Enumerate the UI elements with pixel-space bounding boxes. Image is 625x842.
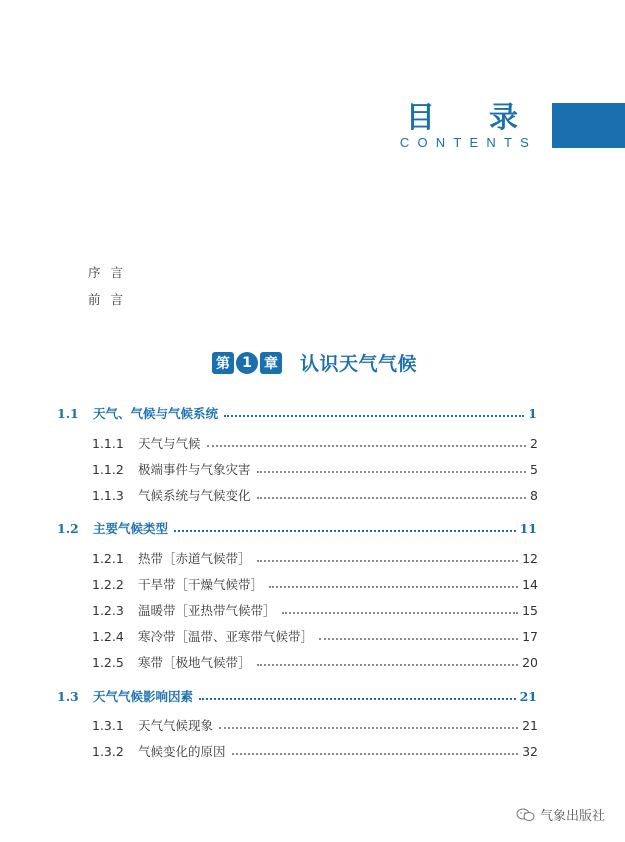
- toc-number: 1.3.1: [92, 717, 124, 733]
- toc-title: 气候系统与气候变化: [138, 488, 251, 503]
- toc-subsection-row[interactable]: [92, 574, 538, 594]
- toc-page: 20: [522, 654, 538, 670]
- toc-page: 14: [522, 576, 538, 592]
- toc-leader: [257, 471, 526, 473]
- toc-subsection-row[interactable]: [92, 715, 538, 735]
- toc-page: 21: [519, 688, 537, 704]
- toc-leader: [257, 560, 519, 562]
- toc-page: 32: [522, 743, 538, 759]
- toc-title: 天气气候现象: [138, 718, 214, 733]
- chapter-number: 1: [236, 352, 258, 374]
- toc-leader: [224, 415, 524, 417]
- toc-number: 1.2.3: [92, 602, 124, 618]
- toc-title: 寒冷带［温带、亚寒带气候带］: [138, 629, 314, 644]
- toc-title: 天气与气候: [138, 436, 201, 451]
- toc-page: 17: [522, 628, 538, 644]
- page-subtitle: CONTENTS: [399, 135, 537, 150]
- toc-page: 21: [522, 717, 538, 733]
- toc-number: 1.2.4: [92, 628, 124, 644]
- toc-title: 天气、气候与气候系统: [93, 406, 219, 421]
- chapter-title: 认识天气气候: [300, 353, 418, 375]
- toc-subsection-row[interactable]: [92, 433, 538, 453]
- toc-page: 11: [519, 520, 537, 536]
- toc-preface[interactable]: 序言: [88, 265, 134, 280]
- chapter-prefix: 第: [212, 352, 234, 374]
- toc-number: 1.1.2: [92, 461, 124, 477]
- toc-foreword[interactable]: 前言: [88, 292, 134, 307]
- toc-page: 15: [522, 602, 538, 618]
- chapter-heading: [212, 349, 417, 376]
- toc-subsection-row[interactable]: [92, 485, 538, 505]
- chapter-suffix: 章: [260, 352, 282, 374]
- toc-section-row[interactable]: [57, 518, 537, 538]
- header-accent-block: [552, 103, 625, 148]
- toc-leader: [269, 586, 518, 588]
- toc-number: 1.1.3: [92, 487, 124, 503]
- toc-leader: [319, 638, 518, 640]
- toc-subsection-row[interactable]: [92, 652, 538, 672]
- toc-number: 1.2.5: [92, 654, 124, 670]
- toc-leader: [174, 530, 516, 532]
- toc-page: 12: [522, 550, 538, 566]
- toc-title: 热带［赤道气候带］: [138, 551, 251, 566]
- toc-leader: [207, 445, 526, 447]
- toc-section-row[interactable]: [57, 686, 537, 706]
- toc-number: 1.1: [57, 405, 79, 421]
- toc-page: 8: [530, 487, 538, 503]
- wechat-icon: [516, 808, 536, 822]
- toc-leader: [257, 497, 526, 499]
- toc-subsection-row[interactable]: [92, 741, 538, 761]
- watermark-text: 气象出版社: [539, 809, 605, 824]
- toc-section-row[interactable]: [57, 403, 537, 423]
- toc-subsection-row[interactable]: [92, 600, 538, 620]
- toc-leader: [282, 612, 519, 614]
- toc-subsection-row[interactable]: [92, 626, 538, 646]
- toc-title: 寒带［极地气候带］: [138, 655, 251, 670]
- toc-page: 5: [530, 461, 538, 477]
- toc-title: 温暖带［亚热带气候带］: [138, 603, 276, 618]
- chapter-badge: [212, 352, 282, 374]
- toc-subsection-row[interactable]: [92, 459, 538, 479]
- toc-number: 1.2: [57, 520, 79, 536]
- page-title: 目 录: [405, 100, 540, 134]
- toc-title: 主要气候类型: [93, 521, 169, 536]
- toc-leader: [257, 664, 519, 666]
- toc-leader: [219, 727, 518, 729]
- toc-leader: [232, 753, 519, 755]
- toc-number: 1.2.1: [92, 550, 124, 566]
- toc-page: 1: [528, 405, 537, 421]
- toc-title: 天气气候影响因素: [93, 689, 194, 704]
- toc-number: 1.3: [57, 688, 79, 704]
- toc-title: 干旱带［干燥气候带］: [138, 577, 264, 592]
- toc-page: 2: [530, 435, 538, 451]
- toc-number: 1.3.2: [92, 743, 124, 759]
- watermark: [516, 805, 605, 824]
- toc-title: 气候变化的原因: [138, 744, 226, 759]
- toc-leader: [199, 698, 516, 700]
- toc-number: 1.1.1: [92, 435, 124, 451]
- toc-title: 极端事件与气象灾害: [138, 462, 251, 477]
- toc-subsection-row[interactable]: [92, 548, 538, 568]
- toc-number: 1.2.2: [92, 576, 124, 592]
